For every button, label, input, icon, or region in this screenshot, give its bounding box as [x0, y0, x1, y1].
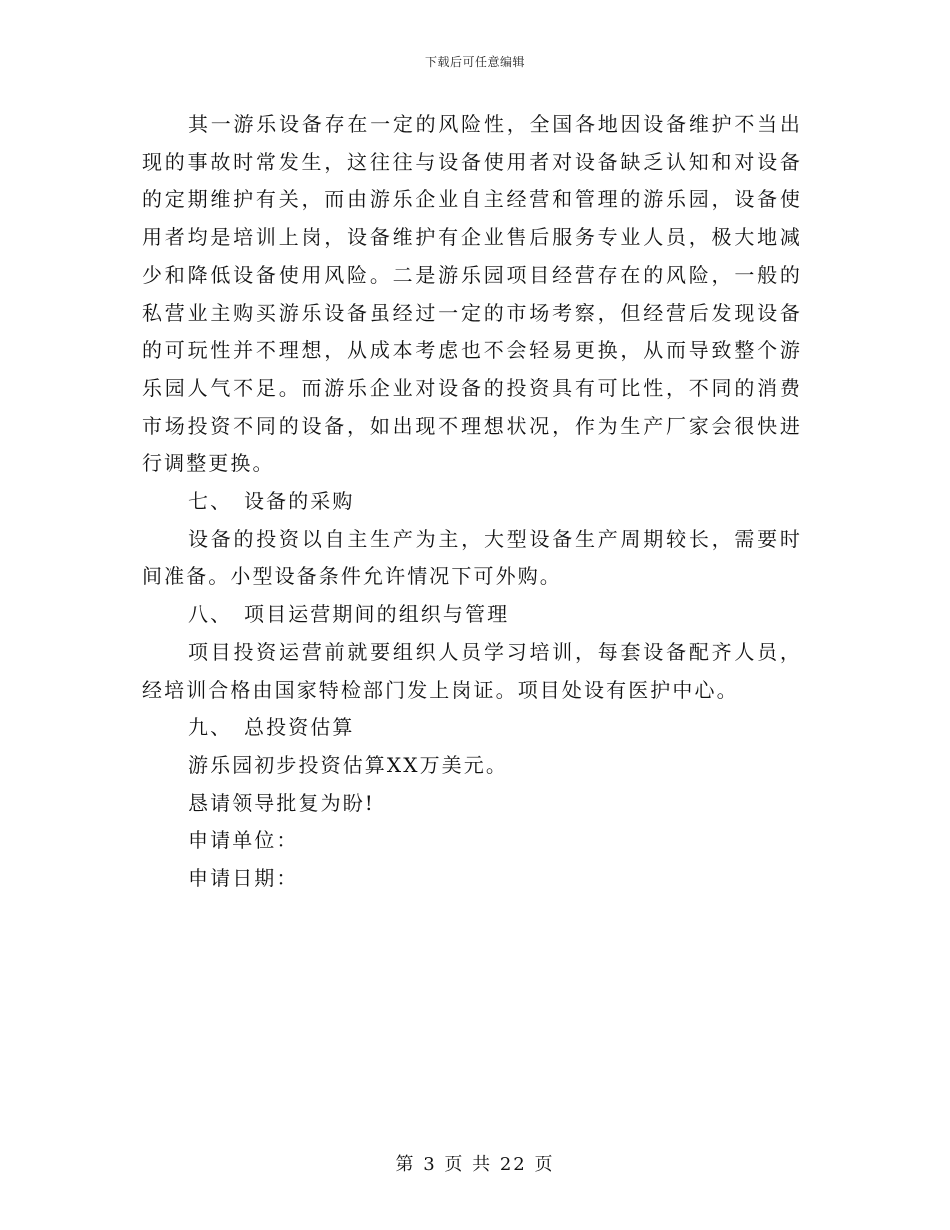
applicant-unit: 申请单位： — [188, 828, 299, 853]
section-number: 九、 — [188, 715, 233, 740]
section-heading-8 — [142, 596, 802, 634]
section-heading-9 — [142, 709, 802, 747]
paragraph-organization: 项目投资运营前就要组织人员学习培训，每套设备配齐人员，经培训合格由国家特检部门发上岗证。项目处设有医护中心。 — [142, 639, 802, 702]
section-number: 八、 — [188, 602, 233, 627]
application-date: 申请日期： — [188, 866, 299, 891]
page-footer: 第 3 页 共 22 页 — [395, 1154, 555, 1175]
page-header: 下载后可任意编辑 — [424, 55, 525, 69]
section-title: 设备的采购 — [244, 489, 355, 514]
paragraph-risk: 其一游乐设备存在一定的风险性，全国各地因设备维护不当出现的事故时常发生，这往往与设备使用者对设备缺乏认知和对设备的定期维护有关，而由游乐企业自主经营和管理的游乐园，设备使用者均是培训上岗，设备维护有企业售后服务专业人员，极大地减少和降低设备使用风险。二是游乐园项目经营存在的风险，一般的私营业主购买游乐设备虽经过一定的市场考察，但经营后发现设备的可玩性并不理想，从成本考虑也不会轻易更换，从而导致整个游乐园人气不足。而游乐企业对设备的投资具有可比性，不同的消费市场投资不同的设备，如出现不理想状况，作为生产厂家会很快进行调整更换。 — [142, 112, 802, 476]
section-number: 七、 — [188, 489, 233, 514]
document-body — [142, 106, 802, 898]
approval-request: 恳请领导批复为盼! — [188, 790, 375, 815]
section-title: 项目运营期间的组织与管理 — [244, 602, 510, 627]
investment-estimate: 游乐园初步投资估算XX万美元。 — [188, 752, 508, 777]
paragraph-purchase: 设备的投资以自主生产为主，大型设备生产周期较长，需要时间准备。小型设备条件允许情况下可外购。 — [142, 526, 802, 589]
section-heading-7 — [142, 483, 802, 521]
section-title: 总投资估算 — [244, 715, 355, 740]
